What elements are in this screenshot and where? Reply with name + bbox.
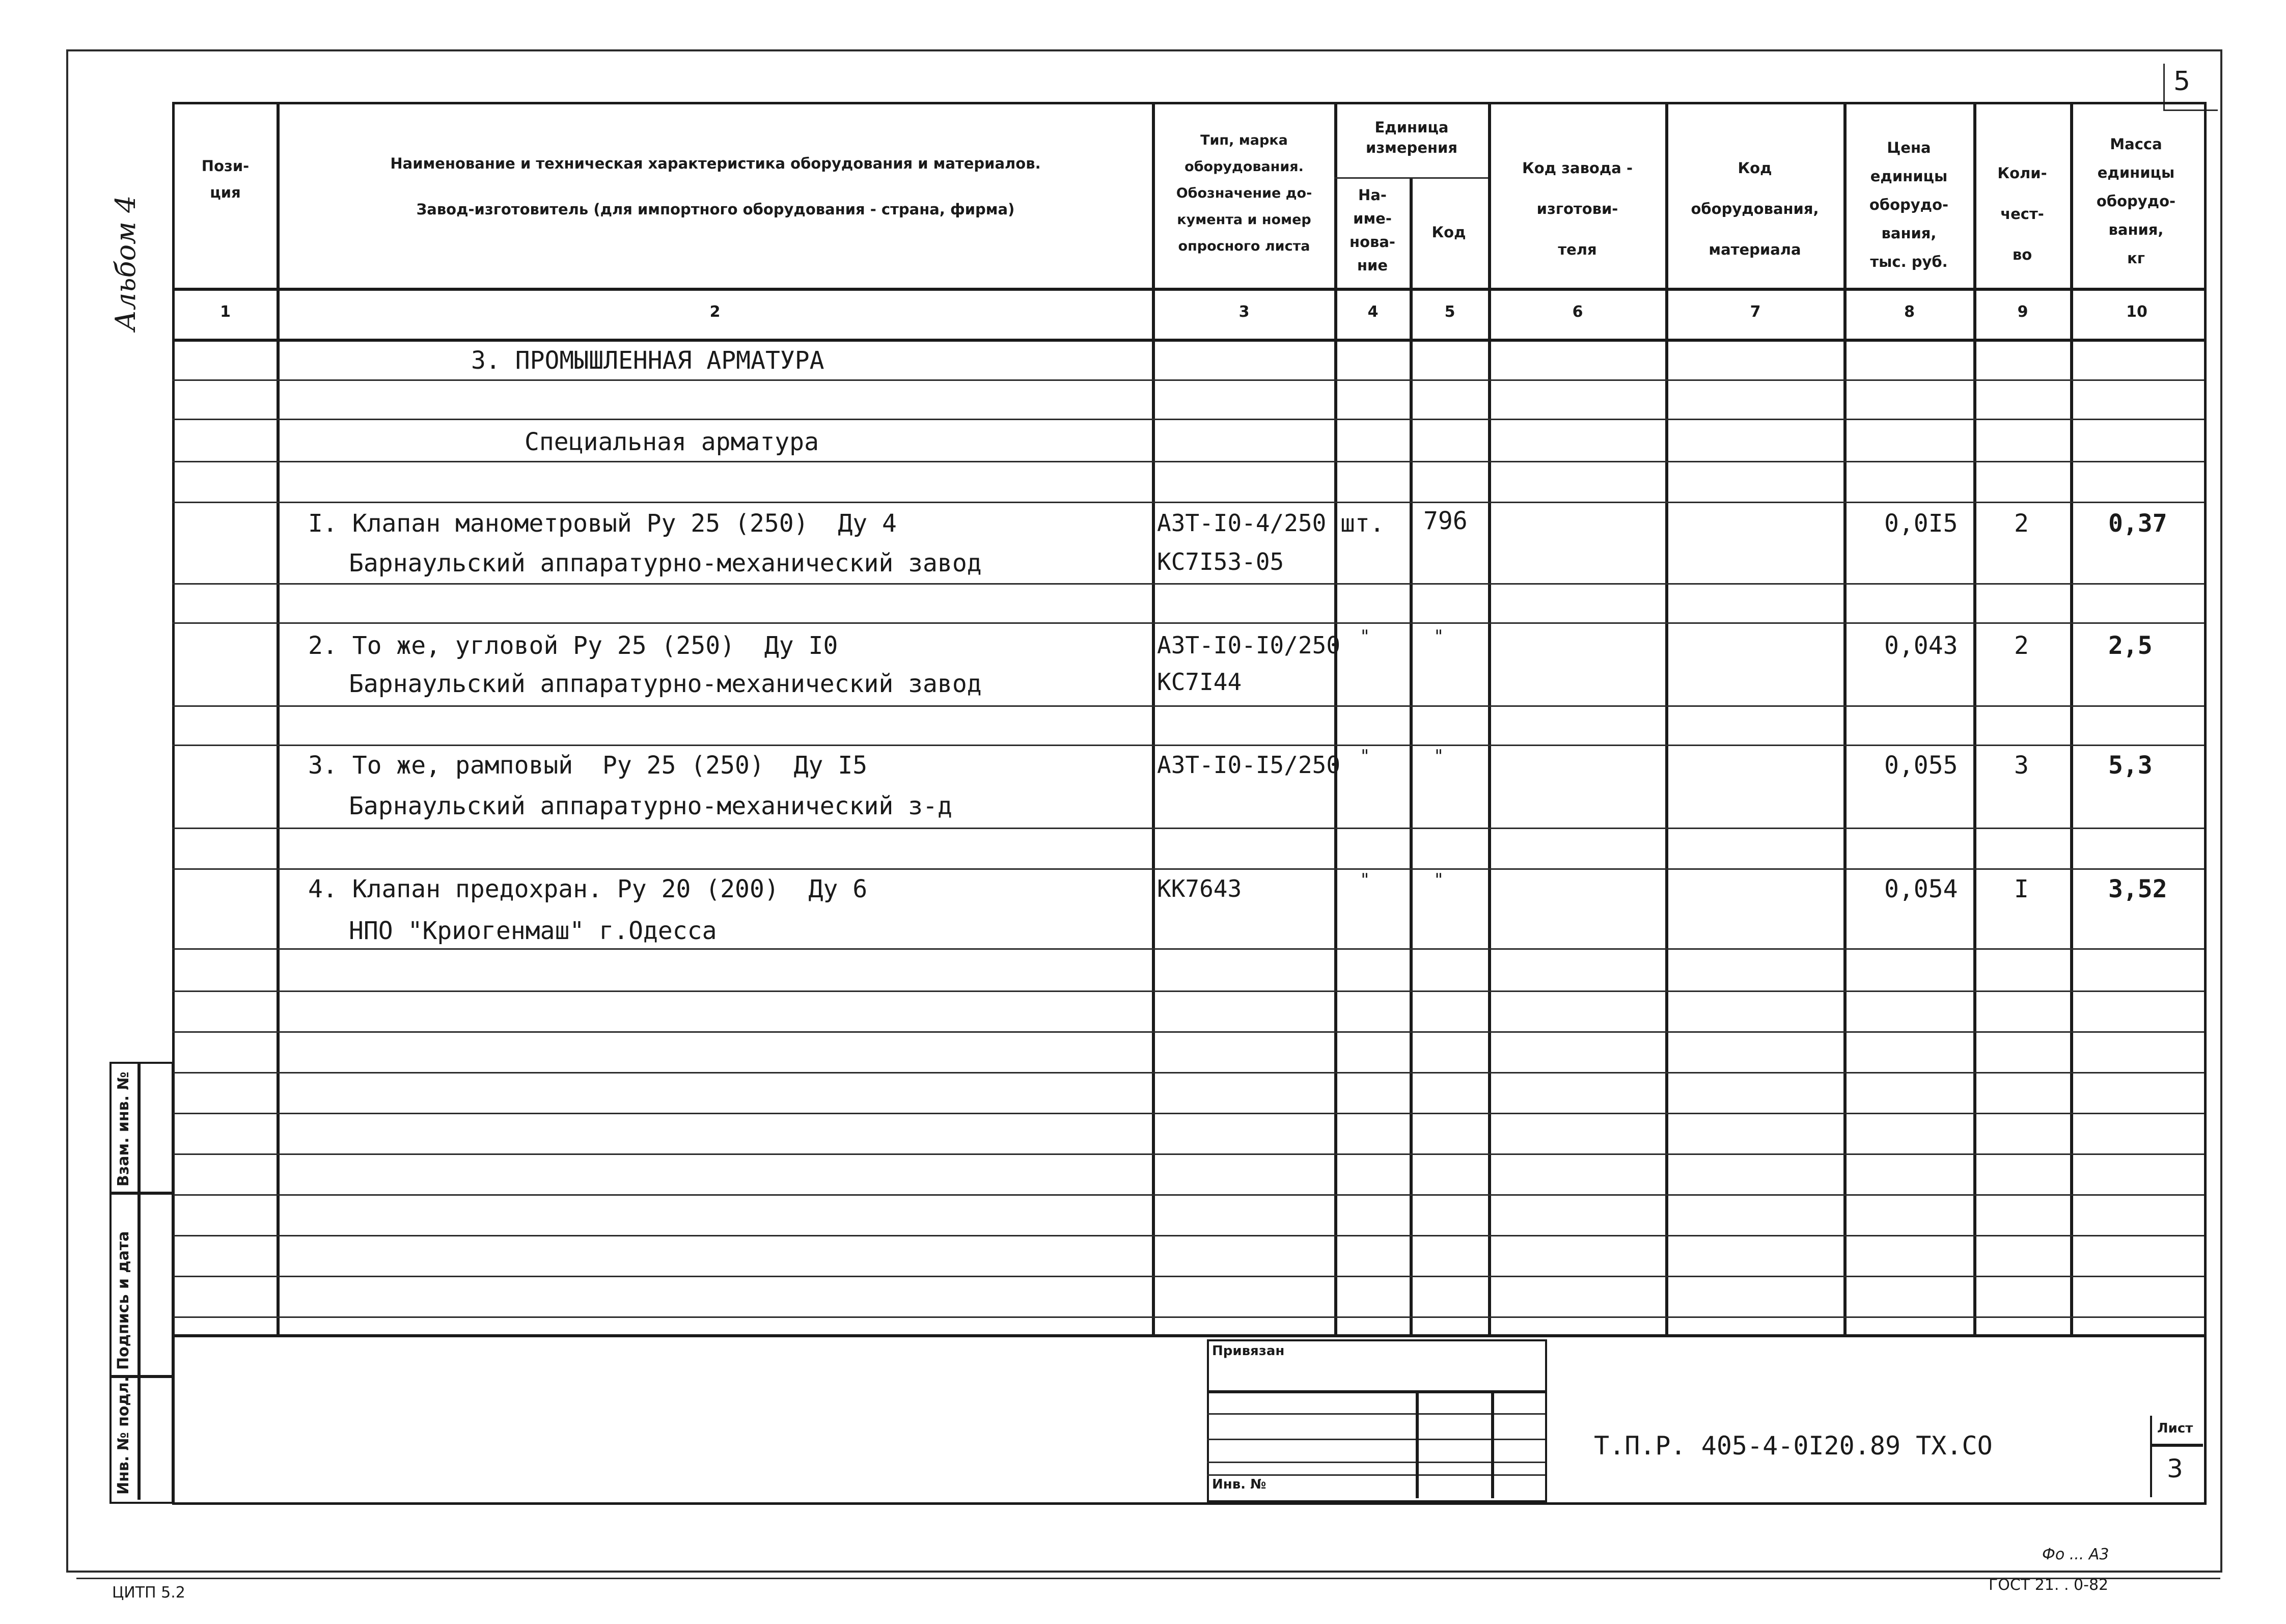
subsection-title: Специальная арматура: [525, 428, 819, 456]
col-number-4: 4: [1367, 303, 1379, 321]
header-equipment-code: Код оборудования, материала: [1691, 159, 1819, 258]
album-label: Альбом 4: [109, 195, 142, 331]
item-1-mass: 0,37: [2108, 509, 2167, 538]
footer-right-top: Фо ... А3: [2042, 1546, 2109, 1563]
header-mass: Масса единицы оборудо- вания, кг: [2096, 135, 2176, 267]
inv-no-label: Инв. №: [1212, 1477, 1266, 1492]
item-4-price: 0,054: [1884, 875, 1958, 903]
item-2-type: АЗТ-I0-I0/250: [1157, 631, 1341, 659]
item-3-code: ": [1434, 746, 1444, 766]
col-number-6: 6: [1572, 303, 1583, 321]
item-4-name: 4. Клапан предохран. Ру 20 (200) Ду 6: [308, 875, 868, 903]
header-unit-name: На- име- нова- ние: [1349, 186, 1395, 274]
item-1-price: 0,0I5: [1884, 509, 1958, 538]
item-3-name: 3. То же, рамповый Ру 25 (250) Ду I5: [308, 751, 868, 780]
col-number-1: 1: [220, 303, 231, 321]
side-label-inv: Инв. № подл.: [115, 1376, 132, 1495]
item-1-qty: 2: [2014, 509, 2029, 538]
col-number-9: 9: [2017, 303, 2028, 321]
header-unit: Единица измерения: [1366, 119, 1457, 156]
corner-number: 5: [2173, 66, 2191, 97]
side-label-vzam: Взам. инв. №: [115, 1071, 132, 1187]
col-number-2: 2: [709, 303, 721, 321]
item-3-manufacturer: Барнаульский аппаратурно-механический з-д: [349, 792, 952, 820]
item-2-code: ": [1434, 626, 1444, 647]
item-2-mass: 2,5: [2108, 631, 2153, 660]
item-3-type: АЗТ-I0-I5/250: [1157, 751, 1341, 779]
item-1-name: I. Клапан манометровый Ру 25 (250) Ду 4: [308, 509, 897, 538]
footer-left: ЦИТП 5.2: [112, 1584, 185, 1602]
item-2-unit: ": [1360, 626, 1370, 647]
item-4-type: КК7643: [1157, 875, 1242, 902]
sheet-number: 3: [2167, 1454, 2183, 1483]
sheet-label: Лист: [2157, 1421, 2193, 1436]
item-1-unit: шт.: [1340, 509, 1385, 538]
col-number-10: 10: [2126, 303, 2147, 321]
header-factory-code: Код завода - изготови- теля: [1522, 159, 1633, 258]
col-number-8: 8: [1904, 303, 1915, 321]
item-1-manufacturer: Барнаульский аппаратурно-механический завод: [349, 549, 982, 577]
item-3-price: 0,055: [1884, 751, 1958, 780]
header-unit-code: Код: [1431, 224, 1466, 241]
item-4-qty: I: [2014, 875, 2029, 903]
item-2-price: 0,043: [1884, 631, 1958, 660]
col-number-7: 7: [1750, 303, 1761, 321]
item-3-mass: 5,3: [2108, 751, 2153, 780]
header-manufacturer: Завод-изготовитель (для импортного оборудования - страна, фирма): [416, 201, 1015, 218]
item-4-unit: ": [1360, 870, 1370, 890]
header-type: Тип, марка оборудования. Обозначение до- кумента и номер опросного листа: [1176, 132, 1312, 254]
item-2-doc: КС7I44: [1157, 668, 1242, 696]
item-3-qty: 3: [2014, 751, 2029, 780]
document-code: Т.П.Р. 405-4-0I20.89 ТХ.СО: [1594, 1431, 1993, 1461]
item-1-type: АЗТ-I0-4/250: [1157, 509, 1327, 537]
item-1-doc: КС7I53-05: [1157, 548, 1284, 575]
item-3-unit: ": [1360, 746, 1370, 766]
header-quantity: Коли- чест- во: [1997, 164, 2047, 263]
item-4-mass: 3,52: [2108, 875, 2167, 903]
item-4-code: ": [1434, 870, 1444, 890]
item-2-name: 2. То же, угловой Ру 25 (250) Ду I0: [308, 631, 838, 660]
header-price: Цена единицы оборудо- вания, тыс. руб.: [1869, 139, 1949, 270]
col-number-5: 5: [1444, 303, 1455, 321]
item-2-qty: 2: [2014, 631, 2029, 660]
privyazan-label: Привязан: [1212, 1343, 1285, 1359]
section-title: 3. ПРОМЫШЛЕННАЯ АРМАТУРА: [471, 346, 824, 375]
item-1-code: 796: [1423, 507, 1468, 535]
col-number-3: 3: [1238, 303, 1250, 321]
item-2-manufacturer: Барнаульский аппаратурно-механический завод: [349, 670, 982, 698]
footer-right-bottom: ГОСТ 21. . 0-82: [1989, 1576, 2109, 1594]
header-name: Наименование и техническая характеристика оборудования и материалов.: [390, 155, 1041, 172]
item-4-manufacturer: НПО "Криогенмаш" г.Одесса: [349, 917, 717, 945]
side-label-podpis: Подпись и дата: [115, 1231, 132, 1370]
header-position: Пози- ция: [201, 157, 250, 201]
